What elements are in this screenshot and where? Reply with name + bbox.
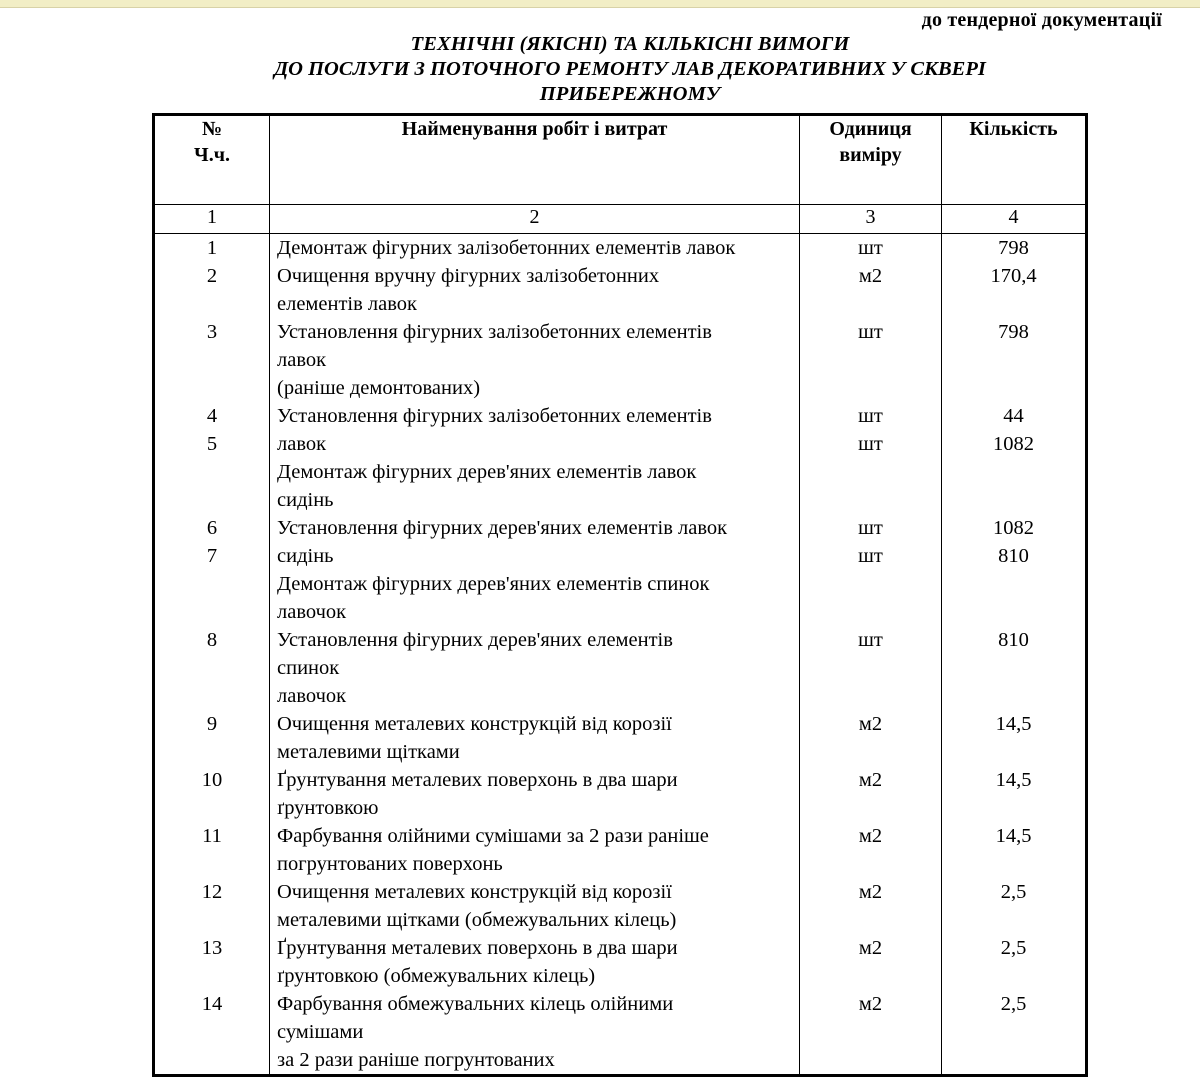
text-line: ґрунтовкою <box>277 797 379 819</box>
text-line: Ґрунтування металевих поверхонь в два шари <box>277 769 678 791</box>
text-line: 8 <box>206 629 218 651</box>
text-line: м2 <box>858 993 883 1015</box>
text-line: Демонтаж фігурних залізобетонних елементів лавок <box>277 237 736 259</box>
text-line: 170,4 <box>990 265 1037 287</box>
title-line-2: ДО ПОСЛУГИ З ПОТОЧНОГО РЕМОНТУ ЛАВ ДЕКОРАТИВНИХ У СКВЕРІ <box>274 58 986 80</box>
text-line: 798 <box>998 321 1029 343</box>
number-line-stack <box>155 234 269 1074</box>
text-line: шт <box>858 321 883 343</box>
text-line: 1 <box>206 237 218 259</box>
text-line: м2 <box>858 713 883 735</box>
text-line: м2 <box>858 825 883 847</box>
header-number-line-2: Ч.ч. <box>194 144 230 166</box>
title-line-1: ТЕХНІЧНІ (ЯКІСНІ) ТА КІЛЬКІСНІ ВИМОГИ <box>410 33 850 55</box>
text-line: 1082 <box>993 517 1034 539</box>
text-line: сумішами <box>277 1021 364 1043</box>
text-line: 14,5 <box>995 769 1032 791</box>
header-cell-unit <box>800 115 942 205</box>
text-line: сидінь <box>277 489 334 511</box>
text-line: 12 <box>201 881 223 903</box>
text-line: 3 <box>206 321 218 343</box>
text-line: Установлення фігурних залізобетонних елементів <box>277 321 712 343</box>
column-number-3: 3 <box>800 205 942 234</box>
text-line: лавочок <box>277 601 347 623</box>
text-line: 2,5 <box>1000 937 1027 959</box>
text-line: Очищення металевих конструкцій від корозії <box>277 881 672 903</box>
text-line: елементів лавок <box>277 293 418 315</box>
text-line: спинок <box>277 657 340 679</box>
text-line: лавочок <box>277 685 347 707</box>
text-line: м2 <box>858 881 883 903</box>
document-reference-note: до тендерної документації <box>921 9 1162 31</box>
text-line: 6 <box>206 517 218 539</box>
text-line: 7 <box>206 545 218 567</box>
text-line: 9 <box>206 713 218 735</box>
text-line: Очищення металевих конструкцій від корозії <box>277 713 672 735</box>
text-line: 14 <box>201 993 223 1015</box>
text-line: 4 <box>206 405 218 427</box>
text-line: шт <box>858 545 883 567</box>
text-line: Установлення фігурних дерев'яних елементів лавок <box>277 517 728 539</box>
text-line: шт <box>858 629 883 651</box>
text-line: лавок <box>277 349 327 371</box>
text-line: Ґрунтування металевих поверхонь в два шари <box>277 937 678 959</box>
description-line-stack <box>270 234 799 1074</box>
text-line: металевими щітками <box>277 741 460 763</box>
text-line: м2 <box>858 769 883 791</box>
text-line: шт <box>858 433 883 455</box>
text-line: сидінь <box>277 545 334 567</box>
header-quantity-line-1: Кількість <box>969 118 1058 140</box>
text-line: (раніше демонтованих) <box>277 377 481 399</box>
body-cell-quantities <box>942 234 1087 1076</box>
text-line: 11 <box>202 825 222 847</box>
text-line: за 2 рази раніше погрунтованих <box>277 1049 555 1071</box>
text-line: Установлення фігурних залізобетонних елементів <box>277 405 712 427</box>
text-line: м2 <box>858 265 883 287</box>
text-line: 10 <box>201 769 223 791</box>
text-line: Очищення вручну фігурних залізобетонних <box>277 265 660 287</box>
unit-line-stack <box>800 234 941 1074</box>
text-line: 13 <box>201 937 223 959</box>
text-line: 2,5 <box>1000 881 1027 903</box>
text-line: 810 <box>998 629 1029 651</box>
text-line: 14,5 <box>995 825 1032 847</box>
column-number-4: 4 <box>942 205 1087 234</box>
text-line: Установлення фігурних дерев'яних елементів <box>277 629 673 651</box>
text-line: Фарбування олійними сумішами за 2 рази раніше <box>277 825 709 847</box>
body-cell-numbers <box>154 234 270 1076</box>
text-line: 44 <box>1003 405 1024 427</box>
text-line: шт <box>858 405 883 427</box>
text-line: 14,5 <box>995 713 1032 735</box>
text-line: металевими щітками (обмежувальних кілець) <box>277 909 677 931</box>
text-line: Фарбування обмежувальних кілець олійними <box>277 993 674 1015</box>
table-column-number-row <box>154 205 1087 234</box>
document-page <box>0 9 1200 1071</box>
header-cell-quantity <box>942 115 1087 205</box>
column-number-1: 1 <box>154 205 270 234</box>
header-description-line-1: Найменування робіт і витрат <box>401 118 668 140</box>
text-line: погрунтованих поверхонь <box>277 853 503 875</box>
quantity-line-stack <box>942 234 1085 1074</box>
table-header-row <box>154 115 1087 205</box>
page-title <box>150 32 1110 107</box>
header-number-line-1: № <box>201 118 223 140</box>
text-line: 810 <box>998 545 1029 567</box>
table-body-row <box>154 234 1087 1076</box>
text-line: шт <box>858 237 883 259</box>
header-cell-description <box>270 115 800 205</box>
header-unit-line-2: виміру <box>839 144 902 166</box>
text-line: Демонтаж фігурних дерев'яних елементів лавок <box>277 461 697 483</box>
text-line: лавок <box>277 433 327 455</box>
text-line: 5 <box>206 433 218 455</box>
column-number-2: 2 <box>270 205 800 234</box>
text-line: 798 <box>998 237 1029 259</box>
text-line: 2 <box>206 265 218 287</box>
text-line: м2 <box>858 937 883 959</box>
text-line: Демонтаж фігурних дерев'яних елементів спинок <box>277 573 710 595</box>
text-line: 1082 <box>993 433 1034 455</box>
top-color-strip <box>0 0 1200 8</box>
header-cell-number <box>154 115 270 205</box>
text-line: 2,5 <box>1000 993 1027 1015</box>
body-cell-units <box>800 234 942 1076</box>
header-unit-line-1: Одиниця <box>829 118 912 140</box>
text-line: ґрунтовкою (обмежувальних кілець) <box>277 965 596 987</box>
title-line-3: ПРИБЕРЕЖНОМУ <box>539 83 721 105</box>
requirements-table <box>152 113 1088 1077</box>
body-cell-descriptions <box>270 234 800 1076</box>
text-line: шт <box>858 517 883 539</box>
